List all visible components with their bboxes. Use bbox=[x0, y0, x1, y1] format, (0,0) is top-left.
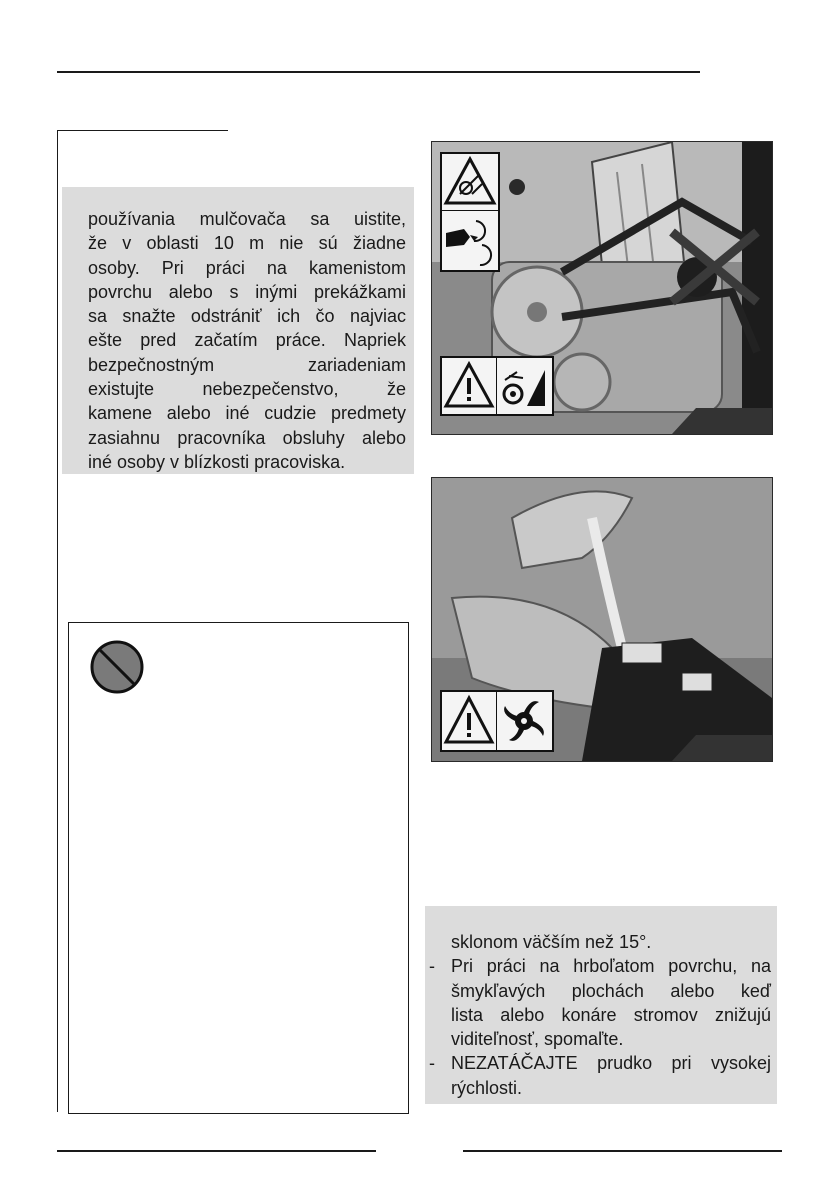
text-line: viditeľnosť, spomaľte. bbox=[451, 1029, 624, 1050]
photo-hand-cord bbox=[431, 477, 773, 762]
text-line: že v oblasti 10 m nie sú žiadne bbox=[88, 233, 406, 254]
list-item bbox=[425, 1051, 771, 1100]
text-line: iné osoby v blízkosti pracoviska. bbox=[88, 451, 346, 472]
corner-tab bbox=[672, 735, 772, 761]
text-line: povrchu alebo s inými prekážkami bbox=[88, 281, 406, 302]
hand-rotor-hazard-icon bbox=[442, 211, 498, 269]
corner-tab bbox=[672, 408, 772, 434]
text-line: sa snažte odstrániť ich čo najviac bbox=[88, 306, 406, 327]
footer-rule-left bbox=[57, 1150, 376, 1152]
thrown-objects-label bbox=[440, 356, 554, 416]
rotating-blade-label bbox=[440, 690, 554, 752]
warning-triangle-icon bbox=[442, 154, 498, 210]
thrown-objects-icon bbox=[497, 358, 551, 414]
section-bracket-side bbox=[57, 130, 58, 1112]
text-line: lista alebo konáre stromov znižujú bbox=[451, 1004, 771, 1025]
left-text-box bbox=[62, 187, 414, 474]
text-line: ešte pred začatím práce. Napriek bbox=[88, 330, 406, 351]
prohibition-icon bbox=[89, 639, 145, 695]
text-line: kamene alebo iné cudzie predmety bbox=[88, 403, 406, 424]
text-line: používania mulčovača sa uistite, bbox=[88, 209, 406, 229]
text-line: rýchlosti. bbox=[451, 1077, 523, 1098]
prohibition-frame bbox=[68, 622, 409, 1114]
text-line: NEZATÁČAJTE prudko pri vysokej bbox=[451, 1053, 771, 1074]
list-dash: - bbox=[429, 1053, 435, 1074]
text-line: Pri práci na hrboľatom povrchu, na bbox=[451, 956, 771, 977]
section-bracket-top bbox=[57, 130, 228, 131]
footer-rule-right bbox=[463, 1150, 782, 1152]
list-item bbox=[425, 954, 771, 1051]
text-line: bezpečnostným zariadeniam bbox=[88, 354, 406, 375]
text-line: šmykľavých plochách alebo keď bbox=[451, 980, 771, 1001]
text-line: existujte nebezpečenstvo, že bbox=[88, 379, 406, 400]
list-dash: - bbox=[429, 956, 435, 977]
photo-mulcher-guard bbox=[431, 141, 773, 435]
text-line: zasiahnu pracovníka obsluhy alebo bbox=[88, 427, 406, 448]
warning-triangle-icon bbox=[442, 358, 496, 414]
text-line: sklonom väčším než 15°. bbox=[451, 932, 652, 952]
hand-rotor-label bbox=[440, 152, 500, 272]
warning-triangle-icon bbox=[442, 692, 496, 750]
rotating-blade-icon bbox=[497, 692, 551, 750]
text-line: osoby. Pri práci na kamenistom bbox=[88, 257, 406, 278]
right-text-box bbox=[425, 906, 777, 1104]
header-rule bbox=[57, 71, 700, 73]
